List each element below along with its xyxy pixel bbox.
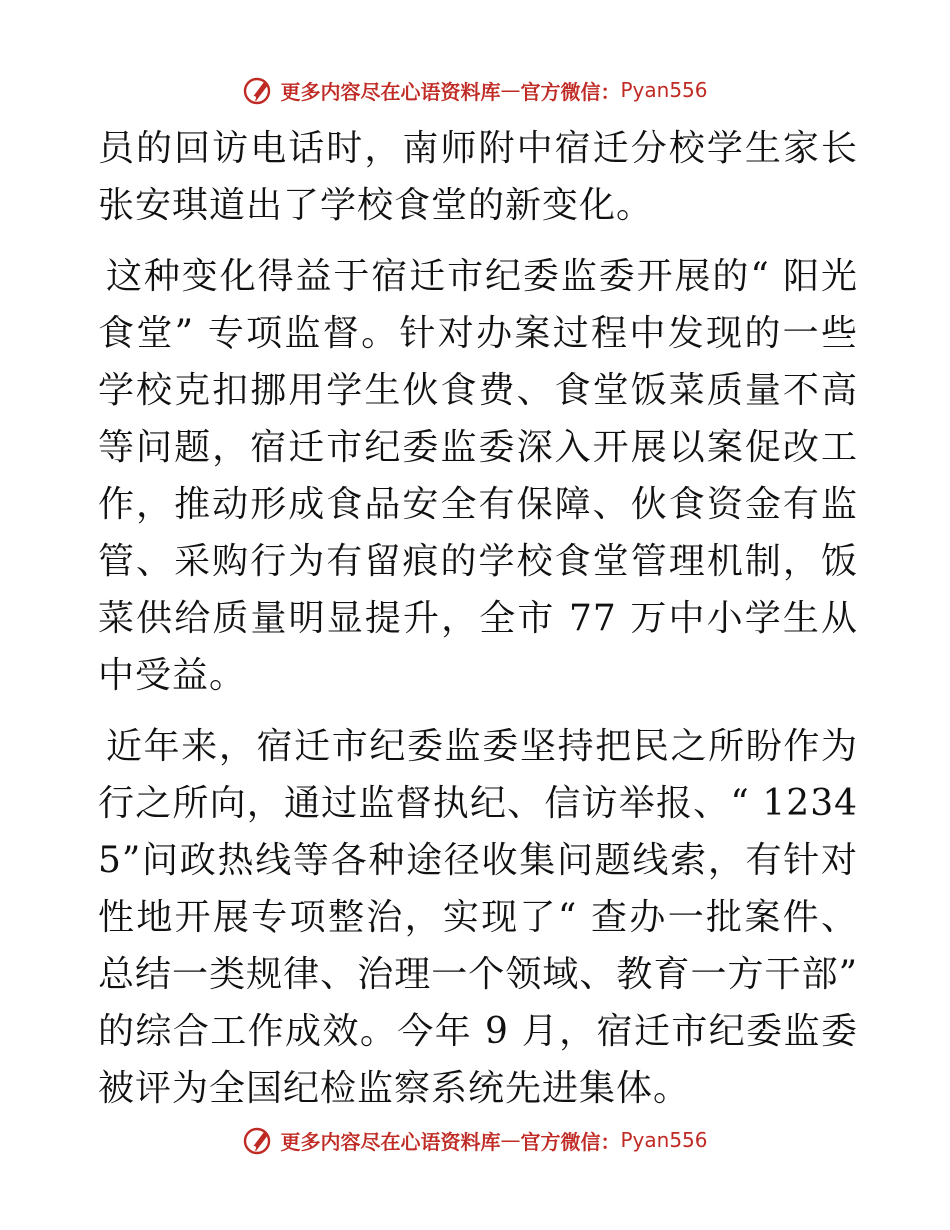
banner-brand-text: 更多内容尽在心语资料库	[280, 1129, 501, 1154]
header-banner	[0, 70, 950, 110]
banner-dash: —	[500, 78, 521, 102]
banner-wechat-id: Pyan556	[620, 78, 708, 102]
banner-dash: —	[500, 1128, 521, 1152]
banner-official-text: 官方微信：	[520, 1129, 621, 1154]
banner-brand-text: 更多内容尽在心语资料库	[280, 79, 501, 104]
paragraph-3: 近年来，宿迁市纪委监委坚持把民之所盼作为行之所向，通过监督执纪、信访举报、“ 12345”问政热线等各种途径收集问题线索，有针对性地开展专项整治，实现了“ 查办一批案件、总结一类规律、治理一个领域、教育一方干部” 的综合工作成效。今年 9 月，宿迁市纪委监委被评为全国纪检监察系统先进集体。	[98, 726, 858, 1109]
banner-wechat-id: Pyan556	[620, 1128, 708, 1152]
pen-nib-circle-icon	[242, 74, 274, 106]
banner-official-text: 官方微信：	[520, 79, 621, 104]
document-body	[98, 120, 858, 1131]
paragraph-2: 这种变化得益于宿迁市纪委监委开展的“ 阳光食堂” 专项监督。针对办案过程中发现的一些学校克扣挪用学生伙食费、食堂饭菜质量不高等问题，宿迁市纪委监委深入开展以案促改工作，推动形成食品安全有保障、伙食资金有监管、采购行为有留痕的学校食堂管理机制，饭菜供给质量明显提升，全市 77 万中小学生从中受益。	[98, 256, 858, 696]
pen-nib-circle-icon	[242, 1124, 274, 1156]
paragraph-1: 员的回访电话时，南师附中宿迁分校学生家长张安琪道出了学校食堂的新变化。	[98, 128, 858, 226]
footer-banner	[0, 1120, 950, 1160]
